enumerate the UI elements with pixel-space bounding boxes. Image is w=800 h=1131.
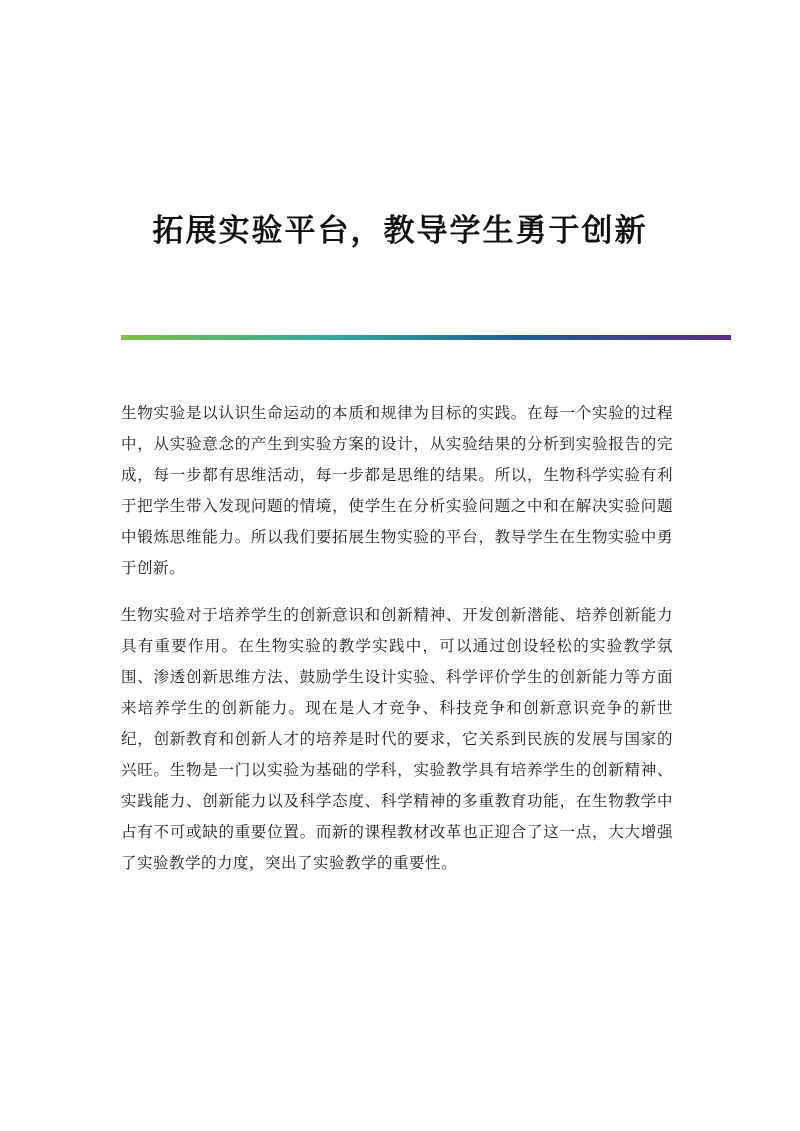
paragraph-1: 生物实验是以认识生命运动的本质和规律为目标的实践。在每一个实验的过程中，从实验意念的产生到实验方案的设计，从实验结果的分析到实验报告的完成，每一步都有思维活动，每一步都是思维的结果。所以，生物科学实验有利于把学生带入发现问题的情境，使学生在分析实验问题之中和在解决实验问题中锻炼思维能力。所以我们要拓展生物实验的平台，教导学生在生物实验中勇于创新。 <box>121 404 673 577</box>
paragraph-2: 生物实验对于培养学生的创新意识和创新精神、开发创新潜能、培养创新能力具有重要作用。在生物实验的教学实践中，可以通过创设轻松的实验教学氛围、渗透创新思维方法、鼓励学生设计实验、科学评价学生的创新能力等方面来培养学生的创新能力。现在是人才竞争、科技竞争和创新意识竞争的新世纪，创新教育和创新人才的培养是时代的要求，它关系到民族的发展与国家的兴旺。生物是一门以实验为基础的学科，实验教学具有培养学生的创新精神、实践能力、创新能力以及科学态度、科学精神的多重教育功能，在生物教学中占有不可或缺的重要位置。而新的课程教材改革也正迎合了这一点，大大增强了实验教学的力度，突出了实验教学的重要性。 <box>121 606 673 872</box>
title-divider <box>121 335 731 340</box>
body-text <box>121 398 673 895</box>
page-title: 拓展实验平台，教导学生勇于创新 <box>152 212 648 249</box>
